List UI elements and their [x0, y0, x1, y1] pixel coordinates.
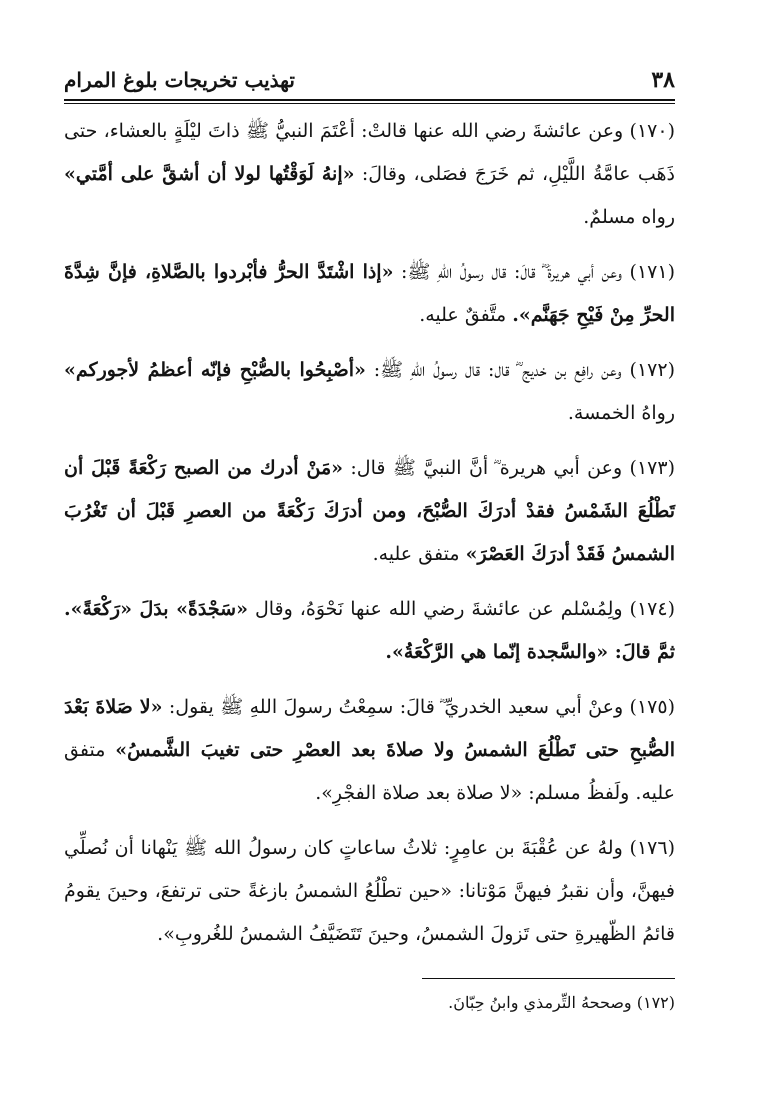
hadith-number: (١٧٠)	[629, 120, 676, 142]
hadith-number: (١٧٢)	[629, 359, 675, 381]
hadith-source: متفق عليه. ولَفظُ مسلم: «لا صلاة بعد صلاة الفجْرِ».	[64, 739, 675, 804]
hadith-list	[64, 110, 675, 968]
hadith-text: وعن أبي هريرة ؓ أنَّ النبيَّ ﷺ قال:	[350, 457, 623, 479]
running-title: تهذيب تخريجات بلوغ المرام	[64, 68, 295, 92]
hadith-175	[64, 686, 675, 815]
hadith-text: وعن أبي هريرةَ ؓ قالَ: قال رسولُ اللهِ ﷺ:	[401, 261, 622, 283]
hadith-number: (١٧٤)	[629, 598, 676, 620]
running-header	[64, 58, 675, 94]
hadith-quote: «إنهُ لَوَقْتُها لولا أن أشقَّ على أمَّتي»	[64, 163, 355, 185]
hadith-number: (١٧٣)	[629, 457, 675, 479]
hadith-number: (١٧٦)	[629, 837, 675, 859]
hadith-quote: «مَنْ أدرك من الصبح رَكْعَةً قَبْلَ أن تَطْلُعَ الشَمْسُ فقدْ أدرَكَ الصُّبْحَ، ومن أدرَكَ رَكْعَةً من العصرِ قَبْلَ أن تَغْرُبَ الشمسُ فَقَدْ أدرَكَ العَصْرَ»	[64, 457, 675, 565]
hadith-174	[64, 588, 675, 674]
hadith-quote: «أصْبِحُوا بالصُّبْحِ فإنّه أعظمُ لأجوركم»	[64, 359, 366, 381]
hadith-text: وعنْ أبي سعيد الخدريِّ ؓ قالَ: سمِعْتُ رسولَ اللهِ ﷺ يقول:	[168, 696, 624, 718]
hadith-text: ولِمُسْلم عن عائشةَ رضي الله عنها نَحْوَهُ، وقال	[254, 598, 623, 620]
hadith-source: متفق عليه.	[372, 543, 460, 565]
hadith-171	[64, 251, 675, 337]
hadith-173	[64, 447, 675, 576]
hadith-number: (١٧٥)	[629, 696, 676, 718]
hadith-176	[64, 827, 675, 956]
hadith-text: وعن رافِع بن خديج ؓ قال: قال رسولُ اللهِ ﷺ:	[373, 359, 622, 381]
hadith-text: وعن عائشةَ رضي الله عنها قالتْ: أعْتَمَ النبيُّ ﷺ ذاتَ ليْلَةٍ بالعشاء، حتى ذَهَب عامَّةُ اللَّيْلِ، ثم خَرَجَ فصَلى، وقالَ:	[64, 120, 676, 185]
hadith-source: رواهُ الخمسة.	[567, 402, 675, 424]
hadith-source: متَّفقٌ عليه.	[419, 304, 507, 326]
footnote-rule	[422, 978, 675, 979]
hadith-quote: «سَجْدَةً» بدَلَ «رَكْعَةً». ثمَّ قالَ: «والسَّجدة إنّما هي الرَّكْعَةُ».	[64, 598, 675, 663]
hadith-number: (١٧١)	[629, 261, 676, 283]
page-number: ٣٨	[651, 67, 675, 93]
hadith-quote: «إذا اشْتَدَّ الحرُّ فأبْردوا بالصَّلاةِ، فإنَّ شِدَّةَ الحرِّ مِنْ فَيْحِ جَهَنَّم».	[64, 261, 675, 326]
hadith-source: رواه مسلمٌ.	[583, 206, 675, 228]
footnote: (١٧٢) وصححهُ التِّرمذي وابنُ حِبّانَ.	[448, 993, 675, 1012]
header-rule	[64, 99, 675, 104]
hadith-172	[64, 349, 675, 435]
hadith-170	[64, 110, 675, 239]
hadith-text: ولهُ عن عُقْبَةَ بن عامِرٍ: ثلاثُ ساعاتٍ كان رسولُ الله ﷺ يَنْهانا أن نُصلِّي فيهنَّ، وأن نقبرُ فيهنَّ مَوْتانا: «حين تطْلُعُ الشمسُ بازغةً حتى ترتفعَ، وحينَ يقومُ قائمُ الظّهيرةِ حتى تَزولَ الشمسُ، وحينَ تَتَضَيَّفُ الشمسُ للغُروبِ».	[64, 837, 675, 945]
hadith-quote: «لا صَلاةَ بَعْدَ الصُّبحِ حتى تَطْلُعَ الشمسُ ولا صلاةَ بعد العصْرِ حتى تغيبَ الشَّمسُ»	[64, 696, 675, 761]
